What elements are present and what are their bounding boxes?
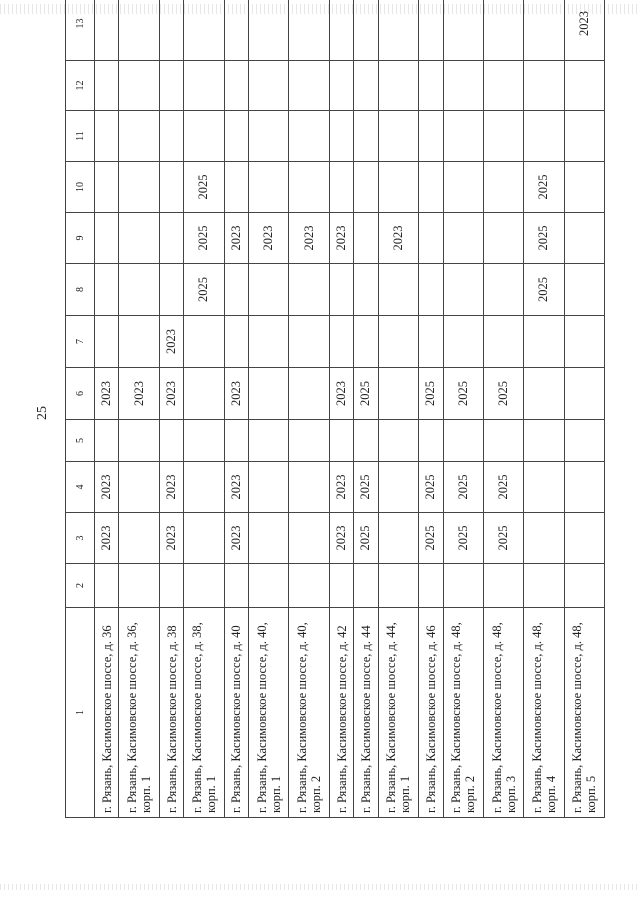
year-cell	[443, 316, 483, 368]
year-cell	[378, 316, 418, 368]
year-cell	[184, 0, 224, 61]
column-header: 6	[66, 368, 95, 420]
year-cell: 2025	[419, 513, 443, 564]
year-cell	[249, 368, 289, 420]
year-cell	[119, 61, 159, 111]
year-cell: 2025	[443, 513, 483, 564]
year-cell	[443, 61, 483, 111]
table-row	[289, 0, 329, 818]
document-table	[65, 0, 605, 818]
address-cell: г. Рязань, Касимовское шоссе, д. 40, корп. 2	[289, 608, 329, 818]
year-cell	[289, 316, 329, 368]
year-cell	[119, 0, 159, 61]
year-cell	[443, 564, 483, 608]
table-row	[224, 0, 248, 818]
year-cell	[159, 111, 183, 162]
year-cell: 2025	[354, 368, 378, 420]
column-header: 7	[66, 316, 95, 368]
table-row	[378, 0, 418, 818]
year-cell: 2025	[483, 462, 523, 513]
year-cell	[95, 564, 119, 608]
year-cell	[95, 264, 119, 316]
address-cell: г. Рязань, Касимовское шоссе, д. 48, корп. 5	[564, 608, 604, 818]
year-cell	[289, 513, 329, 564]
year-cell: 2023	[159, 513, 183, 564]
year-cell: 2023	[224, 368, 248, 420]
year-cell	[95, 213, 119, 264]
year-cell: 2023	[95, 513, 119, 564]
year-cell	[184, 61, 224, 111]
year-cell	[354, 213, 378, 264]
year-cell	[378, 111, 418, 162]
year-cell	[524, 111, 564, 162]
page-number: 25	[35, 406, 50, 420]
year-cell	[419, 0, 443, 61]
document-table-area	[65, 11, 605, 818]
year-cell	[354, 420, 378, 462]
year-cell	[329, 162, 353, 213]
year-cell	[249, 0, 289, 61]
year-cell: 2023	[564, 0, 604, 61]
year-cell	[159, 264, 183, 316]
year-cell	[95, 111, 119, 162]
year-cell	[524, 564, 564, 608]
year-cell	[443, 213, 483, 264]
year-cell	[289, 462, 329, 513]
year-cell	[564, 162, 604, 213]
table-row	[184, 0, 224, 818]
year-cell: 2023	[249, 213, 289, 264]
year-cell	[564, 462, 604, 513]
year-cell: 2023	[159, 462, 183, 513]
year-cell	[443, 111, 483, 162]
year-cell	[184, 462, 224, 513]
year-cell	[119, 462, 159, 513]
year-cell: 2025	[184, 162, 224, 213]
year-cell	[329, 61, 353, 111]
year-cell	[249, 264, 289, 316]
year-cell	[378, 564, 418, 608]
year-cell: 2023	[159, 316, 183, 368]
address-cell: г. Рязань, Касимовское шоссе, д. 36	[95, 608, 119, 818]
column-header: 9	[66, 213, 95, 264]
year-cell	[95, 0, 119, 61]
year-cell	[159, 420, 183, 462]
table-row	[419, 0, 443, 818]
year-cell	[483, 564, 523, 608]
year-cell	[119, 564, 159, 608]
year-cell: 2023	[95, 462, 119, 513]
year-cell	[378, 61, 418, 111]
year-cell: 2025	[184, 264, 224, 316]
year-cell	[119, 420, 159, 462]
address-cell: г. Рязань, Касимовское шоссе, д. 48, корп. 2	[443, 608, 483, 818]
year-cell	[483, 0, 523, 61]
year-cell	[224, 564, 248, 608]
column-header: 4	[66, 462, 95, 513]
table-row	[564, 0, 604, 818]
year-cell: 2023	[329, 513, 353, 564]
address-cell: г. Рязань, Касимовское шоссе, д. 40	[224, 608, 248, 818]
year-cell	[483, 264, 523, 316]
year-cell	[378, 0, 418, 61]
year-cell	[119, 264, 159, 316]
year-cell	[224, 420, 248, 462]
column-header: 5	[66, 420, 95, 462]
year-cell	[354, 0, 378, 61]
year-cell: 2023	[329, 368, 353, 420]
address-cell: г. Рязань, Касимовское шоссе, д. 48, корп. 3	[483, 608, 523, 818]
address-cell: г. Рязань, Касимовское шоссе, д. 38	[159, 608, 183, 818]
year-cell	[224, 111, 248, 162]
year-cell: 2025	[524, 213, 564, 264]
year-cell: 2025	[354, 513, 378, 564]
year-cell	[483, 420, 523, 462]
year-cell	[419, 61, 443, 111]
year-cell	[289, 162, 329, 213]
year-cell	[184, 564, 224, 608]
year-cell	[249, 420, 289, 462]
address-cell: г. Рязань, Касимовское шоссе, д. 42	[329, 608, 353, 818]
year-cell	[564, 111, 604, 162]
table-row	[483, 0, 523, 818]
year-cell	[329, 111, 353, 162]
year-cell	[419, 316, 443, 368]
year-cell	[354, 316, 378, 368]
year-cell	[95, 316, 119, 368]
year-cell	[119, 162, 159, 213]
year-cell	[289, 564, 329, 608]
year-cell	[184, 111, 224, 162]
scan-noise-bottom	[0, 884, 640, 890]
year-cell	[483, 213, 523, 264]
table-row	[249, 0, 289, 818]
year-cell	[224, 264, 248, 316]
year-cell	[483, 111, 523, 162]
year-cell	[289, 61, 329, 111]
year-cell: 2025	[483, 368, 523, 420]
year-cell	[524, 316, 564, 368]
year-cell	[95, 420, 119, 462]
address-cell: г. Рязань, Касимовское шоссе, д. 36, корп. 1	[119, 608, 159, 818]
year-cell: 2023	[224, 213, 248, 264]
year-cell	[119, 111, 159, 162]
year-cell	[564, 61, 604, 111]
table-row	[119, 0, 159, 818]
year-cell	[119, 213, 159, 264]
column-header: 13	[66, 0, 95, 61]
year-cell	[224, 162, 248, 213]
year-cell	[184, 513, 224, 564]
year-cell	[419, 420, 443, 462]
year-cell	[564, 213, 604, 264]
year-cell: 2023	[119, 368, 159, 420]
year-cell	[483, 316, 523, 368]
year-cell	[224, 316, 248, 368]
year-cell: 2025	[419, 462, 443, 513]
year-cell	[378, 462, 418, 513]
year-cell	[564, 316, 604, 368]
year-cell: 2023	[95, 368, 119, 420]
year-cell	[524, 513, 564, 564]
year-cell	[354, 111, 378, 162]
year-cell	[249, 61, 289, 111]
table-header-row	[66, 0, 95, 818]
year-cell	[159, 0, 183, 61]
table-row	[354, 0, 378, 818]
year-cell	[354, 162, 378, 213]
table-row	[329, 0, 353, 818]
year-cell	[329, 0, 353, 61]
year-cell	[524, 462, 564, 513]
year-cell	[564, 420, 604, 462]
year-cell: 2023	[329, 462, 353, 513]
year-cell	[443, 264, 483, 316]
year-cell	[443, 0, 483, 61]
year-cell	[564, 264, 604, 316]
table-body	[95, 0, 605, 818]
year-cell	[419, 264, 443, 316]
year-cell	[249, 162, 289, 213]
year-cell	[249, 462, 289, 513]
year-cell	[159, 162, 183, 213]
year-cell	[419, 213, 443, 264]
year-cell	[524, 0, 564, 61]
year-cell	[354, 61, 378, 111]
year-cell: 2025	[354, 462, 378, 513]
year-cell	[119, 316, 159, 368]
column-header: 10	[66, 162, 95, 213]
year-cell	[419, 564, 443, 608]
year-cell	[249, 316, 289, 368]
column-header: 2	[66, 564, 95, 608]
year-cell: 2023	[329, 213, 353, 264]
year-cell	[95, 61, 119, 111]
year-cell	[378, 513, 418, 564]
table-row	[524, 0, 564, 818]
year-cell	[224, 61, 248, 111]
year-cell	[524, 61, 564, 111]
year-cell	[224, 0, 248, 61]
year-cell	[159, 213, 183, 264]
year-cell: 2023	[224, 513, 248, 564]
year-cell	[289, 0, 329, 61]
year-cell	[289, 368, 329, 420]
year-cell	[119, 513, 159, 564]
year-cell	[184, 316, 224, 368]
column-header: 12	[66, 61, 95, 111]
year-cell	[419, 111, 443, 162]
year-cell	[354, 264, 378, 316]
table-row	[95, 0, 119, 818]
year-cell	[329, 420, 353, 462]
year-cell	[95, 162, 119, 213]
year-cell: 2023	[224, 462, 248, 513]
year-cell	[329, 264, 353, 316]
year-cell: 2025	[419, 368, 443, 420]
year-cell: 2025	[443, 462, 483, 513]
address-cell: г. Рязань, Касимовское шоссе, д. 48, корп. 4	[524, 608, 564, 818]
year-cell	[184, 368, 224, 420]
year-cell: 2025	[184, 213, 224, 264]
address-cell: г. Рязань, Касимовское шоссе, д. 46	[419, 608, 443, 818]
year-cell	[184, 420, 224, 462]
address-cell: г. Рязань, Касимовское шоссе, д. 40, корп. 1	[249, 608, 289, 818]
year-cell: 2025	[524, 162, 564, 213]
table-row	[159, 0, 183, 818]
year-cell	[564, 564, 604, 608]
year-cell	[159, 564, 183, 608]
year-cell	[354, 564, 378, 608]
address-cell: г. Рязань, Касимовское шоссе, д. 44, корп. 1	[378, 608, 418, 818]
year-cell	[289, 264, 329, 316]
year-cell: 2025	[524, 264, 564, 316]
year-cell	[378, 368, 418, 420]
year-cell	[159, 61, 183, 111]
year-cell	[249, 111, 289, 162]
year-cell	[378, 420, 418, 462]
year-cell	[564, 368, 604, 420]
year-cell	[524, 368, 564, 420]
column-header: 11	[66, 111, 95, 162]
column-header: 8	[66, 264, 95, 316]
year-cell	[289, 420, 329, 462]
column-header: 3	[66, 513, 95, 564]
year-cell	[443, 420, 483, 462]
year-cell	[564, 513, 604, 564]
year-cell	[329, 316, 353, 368]
year-cell	[378, 264, 418, 316]
address-cell: г. Рязань, Касимовское шоссе, д. 38, корп. 1	[184, 608, 224, 818]
year-cell: 2023	[378, 213, 418, 264]
address-cell: г. Рязань, Касимовское шоссе, д. 44	[354, 608, 378, 818]
column-header: 1	[66, 608, 95, 818]
year-cell	[483, 162, 523, 213]
year-cell	[483, 61, 523, 111]
year-cell	[378, 162, 418, 213]
year-cell	[419, 162, 443, 213]
year-cell: 2023	[289, 213, 329, 264]
year-cell	[329, 564, 353, 608]
year-cell	[524, 420, 564, 462]
year-cell	[443, 162, 483, 213]
year-cell: 2025	[483, 513, 523, 564]
year-cell	[289, 111, 329, 162]
year-cell	[249, 564, 289, 608]
year-cell	[249, 513, 289, 564]
year-cell: 2023	[159, 368, 183, 420]
table-row	[443, 0, 483, 818]
year-cell: 2025	[443, 368, 483, 420]
